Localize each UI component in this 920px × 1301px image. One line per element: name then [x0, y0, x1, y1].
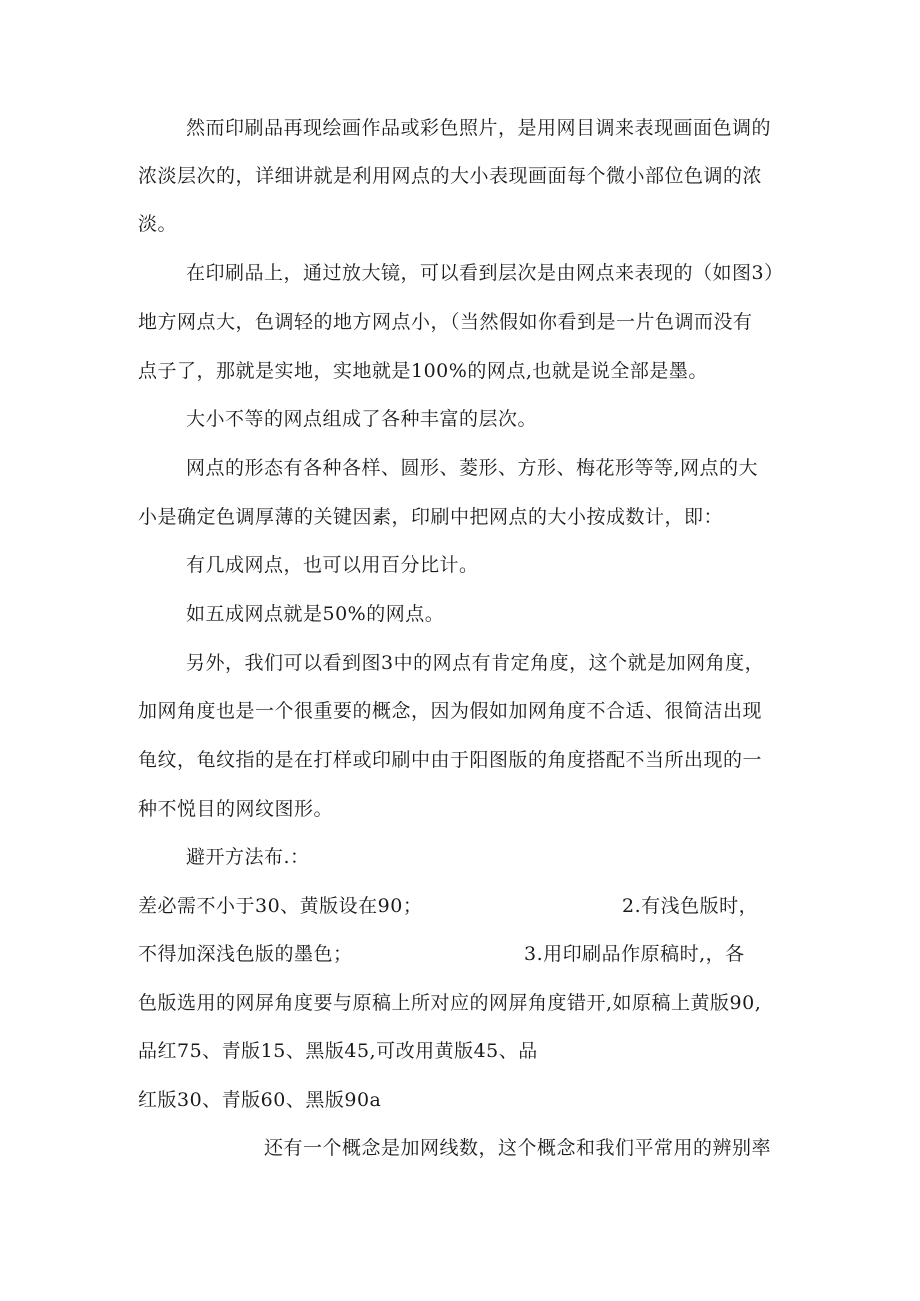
text-line: 3.用印刷品作原稿时,，各	[524, 943, 745, 965]
text-line: 另外，我们可以看到图3中的网点有肯定角度，这个就是加网角度，	[186, 652, 765, 674]
text-line: 如五成网点就是50%的网点。	[186, 603, 445, 625]
text-line: 在印刷品上，通过放大镜，可以看到层次是由网点来表现的（如图3）	[186, 262, 784, 284]
text-line: 色版选用的网屏角度要与原稿上所对应的网屏角度错开,如原稿上黄版90,	[138, 992, 762, 1014]
text-line: 有几成网点，也可以用百分比计。	[186, 554, 479, 576]
text-line: 还有一个概念是加网线数，这个概念和我们平常用的辨别率	[264, 1137, 772, 1159]
text-line: 避开方法布.：	[186, 846, 310, 868]
text-line: 种不悦目的网纹图形。	[138, 798, 334, 820]
text-line: 大小不等的网点组成了各种丰富的层次。	[186, 408, 538, 430]
text-line: 龟纹，龟纹指的是在打样或印刷中由于阳图版的角度搭配不当所出现的一	[138, 749, 763, 771]
text-line: 然而印刷品再现绘画作品或彩色照片，是用网目调来表现画面色调的	[186, 117, 772, 139]
text-line: 点子了，那就是实地，实地就是100%的网点,也就是说全部是墨。	[138, 360, 708, 382]
text-line: 2.有浅色版时，	[622, 895, 759, 917]
text-line: 加网角度也是一个很重要的概念，因为假如加网角度不合适、很简洁出现	[138, 700, 763, 722]
text-line: 小是确定色调厚薄的关键因素，印刷中把网点的大小按成数计，即：	[138, 506, 724, 528]
text-line: 品红75、青版15、黑版45,可改用黄版45、品	[138, 1040, 538, 1062]
text-line: 红版30、青版60、黑版90a	[138, 1089, 382, 1111]
text-line: 淡。	[138, 213, 178, 235]
text-line: 浓淡层次的，详细讲就是利用网点的大小表现画面每个微小部位色调的浓	[138, 165, 763, 187]
text-line: 网点的形态有各种各样、圆形、菱形、方形、梅花形等等,网点的大	[186, 457, 759, 479]
text-line: 不得加深浅色版的墨色；	[138, 943, 353, 965]
text-line: 差必需不小于30、黄版设在90；	[138, 895, 423, 917]
text-line: 地方网点大，色调轻的地方网点小，（当然假如你看到是一片色调而没有	[138, 311, 753, 333]
